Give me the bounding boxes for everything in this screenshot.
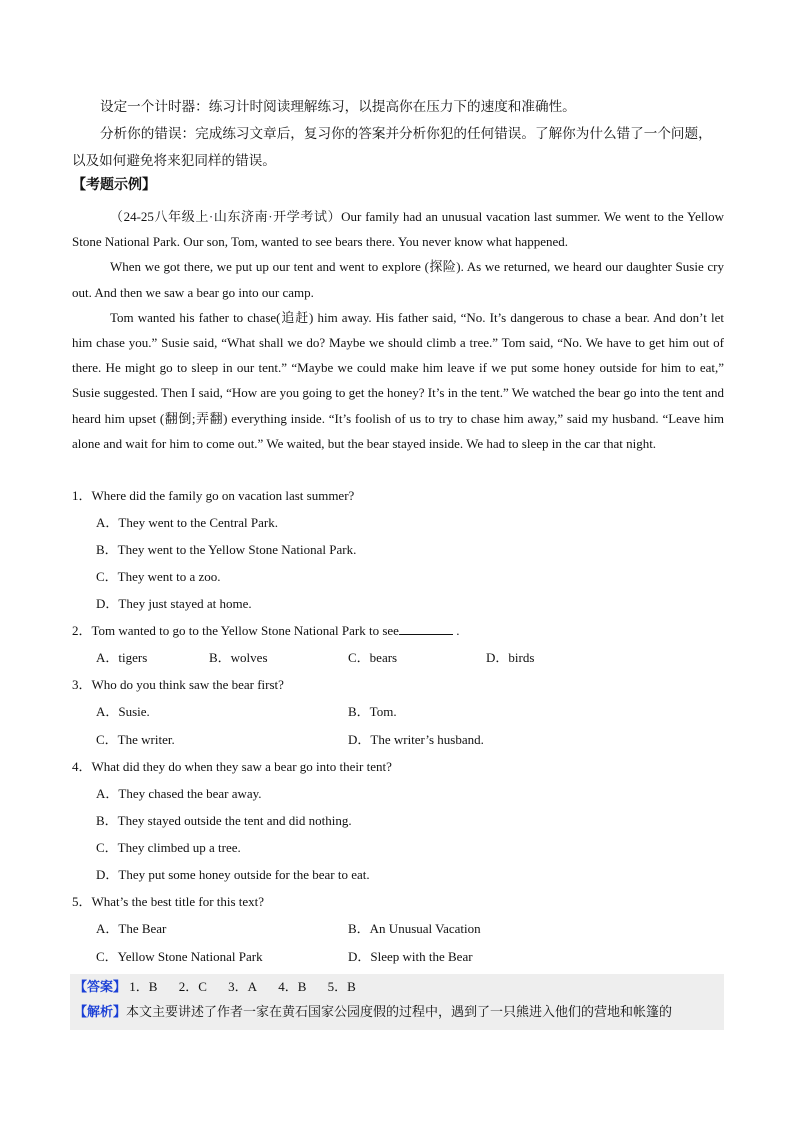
q2-option-c: C．bears	[348, 650, 398, 665]
question-2-end: .	[456, 623, 460, 638]
q5-options-row-1	[72, 915, 732, 942]
question-1: 1．Where did the family go on vacation last summer?	[72, 488, 355, 503]
question-list	[72, 482, 732, 970]
q3-option-c: C．The writer.	[96, 731, 175, 747]
tip-analyze: 分析你的错误：完成练习文章后，复习你的答案并分析你犯的任何错误。了解你为什么错了一个问题，	[100, 126, 712, 141]
q3-option-b: B．Tom.	[348, 704, 397, 720]
question-2	[72, 617, 732, 644]
q3-options-row-2	[72, 726, 732, 753]
q5-option-c: C．Yellow Stone National Park	[96, 948, 263, 964]
passage-paragraph-3: Tom wanted his father to chase(追赶) him away. His father said, “No. It’s dangerous to chase a bear. And don’t let him chase you.” Susie said, “What shall we do? Maybe we should climb a tree.” Tom said, “No. We have to get him out of there. He might go to sleep in our tent.” “Maybe we could make him leave if we put some honey outside for him to eat,” Susie suggested. Then I said, “How are you going to get the honey? It’s in the tent.” We watched the bear go into the tent and heard him upset (翻倒;弄翻) everything inside. “It’s foolish of us to try to chase him away,” said my husband. “Leave him alone and wait for him to come out.” We waited, but the bear stayed inside. We had to sleep in the car that night.	[72, 309, 724, 451]
tip-timer: 设定一个计时器：练习计时阅读理解练习，以提高你在压力下的速度和准确性。	[100, 99, 576, 114]
answer-blank	[399, 622, 453, 635]
tip-analyze-cont: 以及如何避免将来犯同样的错误。	[72, 153, 276, 168]
answer-tag: 【答案】	[74, 979, 127, 994]
question-4: 4．What did they do when they saw a bear go into their tent?	[72, 759, 392, 775]
q4-option-c: C．They climbed up a tree.	[96, 840, 241, 856]
q1-option-c: C．They went to a zoo.	[96, 569, 221, 584]
answer-4: 4．B	[278, 979, 307, 994]
reading-passage	[72, 204, 724, 456]
q2-option-a: A．tigers	[96, 650, 148, 665]
answer-2: 2．C	[178, 979, 207, 994]
q3-options-row-1	[72, 698, 732, 725]
passage-paragraph-1: （24-25八年级上·山东济南·开学考试）Our family had an unusual vacation last summer. We went to the Yellow Stone National Park. Our son, Tom, wanted to see bears there. You never know what happened.	[72, 209, 724, 250]
question-3: 3．Who do you think saw the bear first?	[72, 677, 284, 693]
analysis-text: 本文主要讲述了作者一家在黄石国家公园度假的过程中，遇到了一只熊进入他们的营地和帐篷的	[126, 1004, 673, 1019]
answer-3: 3．A	[228, 979, 257, 994]
q1-option-b: B．They went to the Yellow Stone National Park.	[96, 542, 357, 557]
q1-option-d: D．They just stayed at home.	[96, 596, 252, 611]
answer-5: 5．B	[327, 979, 356, 994]
q2-option-b: B．wolves	[209, 650, 268, 665]
q5-option-a: A．The Bear	[96, 921, 167, 937]
answer-line	[70, 974, 724, 999]
answer-box	[70, 974, 724, 1030]
q4-option-b: B．They stayed outside the tent and did nothing.	[96, 813, 352, 829]
q5-option-b: B．An Unusual Vacation	[348, 921, 481, 937]
q3-option-d: D．The writer’s husband.	[348, 731, 484, 747]
analysis-line	[70, 999, 724, 1024]
answer-1: 1．B	[129, 979, 158, 994]
q3-option-a: A．Susie.	[96, 704, 150, 720]
q4-option-a: A．They chased the bear away.	[96, 786, 262, 802]
study-tips	[72, 93, 732, 174]
section-heading: 【考题示例】	[72, 178, 156, 193]
q2-option-d: D．birds	[486, 650, 535, 665]
q4-option-d: D．They put some honey outside for the bear to eat.	[96, 867, 370, 883]
q5-options-row-2	[72, 943, 732, 970]
q2-options	[72, 644, 732, 671]
q1-option-a: A．They went to the Central Park.	[96, 515, 278, 530]
q5-option-d: D．Sleep with the Bear	[348, 948, 473, 964]
analysis-tag: 【解析】	[74, 1004, 127, 1019]
question-5: 5．What’s the best title for this text?	[72, 894, 265, 910]
passage-paragraph-2: When we got there, we put up our tent and went to explore (探险). As we returned, we heard our daughter Susie cry out. And then we saw a bear go into our camp.	[72, 259, 724, 300]
question-2-text: 2．Tom wanted to go to the Yellow Stone National Park to see	[72, 623, 399, 638]
